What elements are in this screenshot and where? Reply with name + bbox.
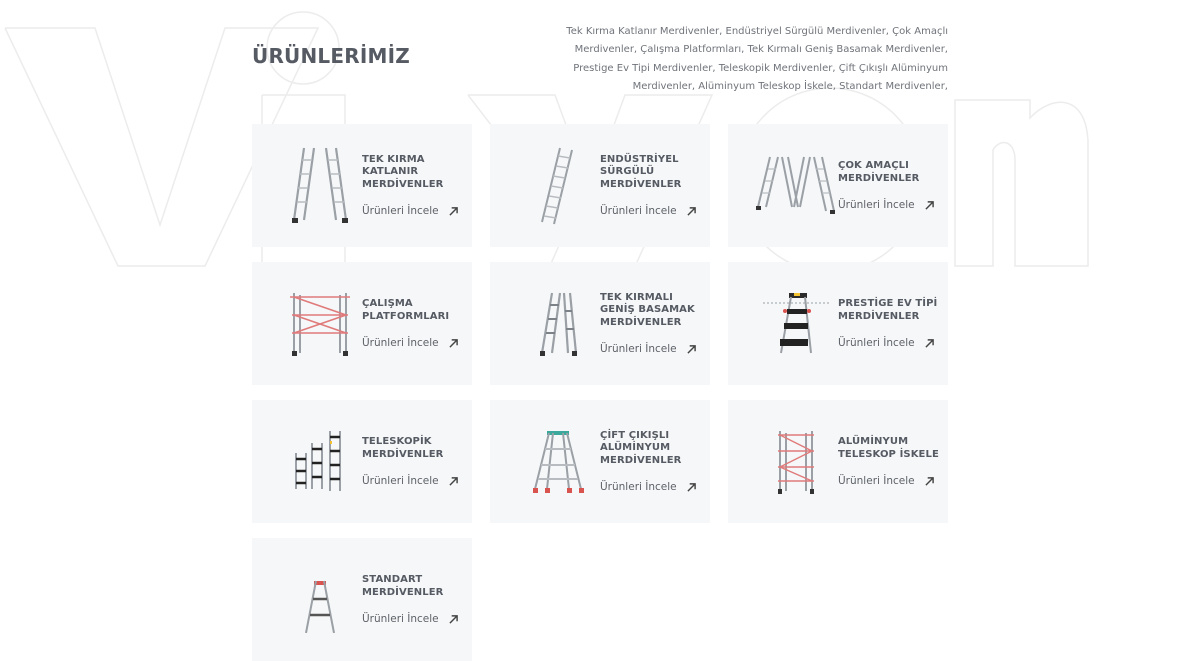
wide-step-ladder-icon [514, 278, 602, 370]
product-name [362, 574, 468, 599]
view-products-label: Ürünleri İncele [838, 475, 915, 487]
product-name-line: MERDİVENLER [838, 172, 920, 184]
description-line: Merdivenler, Alüminyum Teleskop İskele, Standart Merdivenler, [632, 81, 948, 93]
view-products-label: Ürünleri İncele [838, 337, 915, 349]
product-name [600, 154, 706, 192]
product-name-line: MERDİVENLER [838, 310, 920, 322]
product-name-line: MERDİVENLER [600, 454, 682, 466]
view-products-link[interactable] [600, 343, 706, 355]
arrow-up-right-icon [449, 339, 458, 348]
view-products-link[interactable] [838, 475, 944, 487]
product-name-line: KATLANIR [362, 166, 419, 178]
product-name-line: GENİŞ BASAMAK [600, 304, 695, 316]
product-card-calisma-platformlari[interactable] [252, 262, 472, 385]
product-name-line: PLATFORMLARI [362, 310, 450, 322]
product-name-line: ÇOK AMAÇLI [838, 160, 909, 171]
product-name-line: ÇİFT ÇIKIŞLI [600, 429, 670, 441]
product-card-cift-cikisli-aluminyum[interactable] [490, 400, 710, 523]
view-products-label: Ürünleri İncele [362, 475, 439, 487]
product-grid [252, 124, 948, 661]
view-products-link[interactable] [362, 337, 468, 349]
view-products-label: Ürünleri İncele [600, 205, 677, 218]
product-card-tek-kirmali-genis-basamak[interactable] [490, 262, 710, 385]
view-products-label: Ürünleri İncele [600, 343, 677, 356]
product-name-line: ALÜMİNYUM [600, 442, 671, 454]
view-products-label: Ürünleri İncele [362, 613, 439, 625]
sliding-ladder-icon [514, 140, 602, 232]
arrow-up-right-icon [925, 477, 934, 486]
product-name-line: MERDİVENLER [362, 448, 444, 460]
product-name [362, 298, 468, 323]
product-name [600, 430, 706, 468]
product-name-line: MERDİVENLER [600, 316, 682, 328]
arrow-up-right-icon [687, 483, 696, 492]
product-name-line: TEK KIRMALI [600, 291, 673, 303]
product-name-line: TELESKOPİK [362, 436, 432, 447]
product-card-prestige-ev-tipi[interactable] [728, 262, 948, 385]
product-name-line: ALÜMİNYUM [838, 436, 909, 447]
product-name [362, 436, 468, 461]
product-name-line: TELESKOP İSKELE [838, 448, 939, 460]
arrow-up-right-icon [449, 207, 458, 216]
view-products-link[interactable] [838, 199, 944, 211]
product-card-teleskopik[interactable] [252, 400, 472, 523]
section-description [560, 23, 948, 97]
product-name [362, 154, 468, 192]
view-products-link[interactable] [600, 205, 706, 217]
arrow-up-right-icon [925, 339, 934, 348]
product-name-line: SÜRGÜLÜ [600, 166, 655, 178]
product-name-line: MERDİVENLER [362, 586, 444, 598]
product-card-aluminyum-teleskop-iskele[interactable] [728, 400, 948, 523]
view-products-label: Ürünleri İncele [600, 481, 677, 494]
view-products-link[interactable] [600, 481, 706, 493]
multipurpose-ladder-icon [752, 140, 840, 232]
product-name-line: MERDİVENLER [362, 178, 444, 190]
arrow-up-right-icon [687, 207, 696, 216]
product-name-line: PRESTİGE EV TİPİ [838, 298, 938, 309]
product-card-tek-kirma-katlanir[interactable] [252, 124, 472, 247]
view-products-link[interactable] [362, 475, 468, 487]
arrow-up-right-icon [687, 345, 696, 354]
view-products-link[interactable] [362, 613, 468, 625]
description-line: Prestige Ev Tipi Merdivenler, Teleskopik Merdivenler, Çift Çıkışlı Alüminyum [573, 62, 948, 74]
product-name-line: STANDART [362, 574, 423, 585]
double-sided-ladder-icon [514, 416, 602, 508]
telescopic-ladder-icon [276, 416, 364, 508]
product-name-line: MERDİVENLER [600, 178, 682, 190]
product-name [600, 292, 706, 330]
arrow-up-right-icon [449, 477, 458, 486]
home-step-ladder-icon [752, 278, 840, 370]
product-name-line: ENDÜSTRİYEL [600, 153, 679, 165]
view-products-link[interactable] [838, 337, 944, 349]
folding-ladder-icon [276, 140, 364, 232]
view-products-label: Ürünleri İncele [838, 199, 915, 211]
product-name [838, 160, 944, 185]
standard-ladder-icon [276, 554, 364, 646]
arrow-up-right-icon [449, 615, 458, 624]
arrow-up-right-icon [925, 201, 934, 210]
scaffold-tower-icon [752, 416, 840, 508]
description-line: Merdivenler, Çalışma Platformları, Tek Kırmalı Geniş Basamak Merdivenler, [574, 44, 948, 56]
view-products-label: Ürünleri İncele [362, 205, 439, 218]
product-card-endustriyel-surgulu[interactable] [490, 124, 710, 247]
product-name-line: TEK KIRMA [362, 153, 425, 165]
product-name-line: ÇALIŞMA [362, 298, 413, 309]
view-products-label: Ürünleri İncele [362, 337, 439, 349]
work-platform-icon [276, 278, 364, 370]
product-name [838, 298, 944, 323]
section-title: ÜRÜNLERİMİZ [252, 44, 410, 68]
product-name [838, 436, 944, 461]
description-line: Tek Kırma Katlanır Merdivenler, Endüstriyel Sürgülü Merdivenler, Çok Amaçlı [566, 26, 948, 37]
product-card-cok-amacli[interactable] [728, 124, 948, 247]
view-products-link[interactable] [362, 205, 468, 217]
